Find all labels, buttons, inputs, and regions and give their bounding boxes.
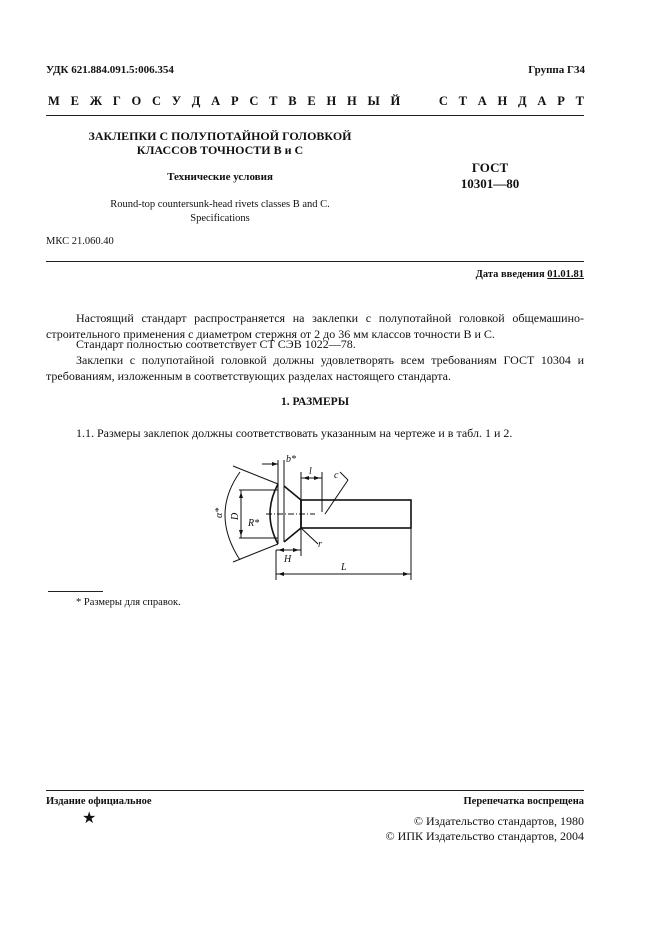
- heading-letter: Ы: [367, 94, 380, 108]
- heading-letter: Р: [230, 94, 239, 108]
- interstate-standard-heading: [48, 94, 584, 109]
- document-title: [60, 129, 380, 157]
- heading-letter: С: [152, 94, 162, 108]
- footnote-rule: [48, 591, 103, 592]
- label-b: b*: [286, 454, 296, 465]
- footnote: * Размеры для справок.: [76, 597, 181, 608]
- label-alpha: α*: [214, 507, 225, 518]
- gost-number: 10301—80: [460, 176, 520, 191]
- heading-letter: У: [171, 94, 182, 108]
- requirements-paragraph: Заклепки с полупотайной головкой должны удовлетворять всем требованиям ГОСТ 10304 и требованиям, изложенным в соответствующих разделах настоящего стандарта.: [46, 353, 584, 383]
- effective-date-value: 01.01.81: [547, 269, 584, 280]
- heading-letter: Е: [307, 94, 316, 108]
- effective-date: [476, 269, 584, 280]
- heading-letter: Д: [518, 94, 527, 108]
- copyright-block: [386, 814, 584, 843]
- heading-letter: Н: [347, 94, 357, 108]
- footer-rule: [46, 790, 584, 791]
- heading-letter: О: [131, 94, 142, 108]
- heading-letter: Т: [458, 94, 467, 108]
- english-title-line-1: Round-top countersunk-head rivets classes B and C.: [110, 199, 330, 210]
- label-c: c: [334, 470, 339, 481]
- heading-letter: А: [537, 94, 547, 108]
- group-code: Группа Г34: [528, 64, 585, 76]
- udk-code: УДК 621.884.091.5:006.354: [46, 64, 174, 76]
- heading-letter: Г: [112, 94, 121, 108]
- heading-letter: Й: [390, 94, 401, 108]
- heading-letter: С: [249, 94, 259, 108]
- heading-letter: Д: [191, 94, 201, 108]
- heading-letter: А: [477, 94, 487, 108]
- heading-letter: М: [48, 94, 60, 108]
- mks-code: МКС 21.060.40: [46, 236, 114, 247]
- label-l-small: l: [309, 466, 312, 477]
- scope-paragraph: Настоящий стандарт распространяется на заклепки с полупотайной головкой общемашино-строительного применения с диаметром стержня от 2 до 36 мм классов точности В и С.: [46, 311, 584, 341]
- title-line-2: КЛАССОВ ТОЧНОСТИ В и С: [136, 143, 304, 157]
- copyright-2004: © ИПК Издательство стандартов, 2004: [385, 828, 584, 843]
- label-r: r: [318, 539, 322, 550]
- heading-letter: Н: [497, 94, 508, 108]
- gost-designation: [430, 160, 550, 192]
- english-title: [60, 198, 380, 226]
- title-block-rule: [46, 261, 584, 262]
- heading-letter: Н: [326, 94, 337, 108]
- heading-letter: [425, 94, 428, 109]
- compliance-paragraph: Стандарт полностью соответствует СТ СЭВ 1022—78.: [76, 337, 356, 351]
- title-line-1: ЗАКЛЕПКИ С ПОЛУПОТАЙНОЙ ГОЛОВКОЙ: [88, 129, 352, 143]
- heading-letter: С: [438, 94, 448, 108]
- label-L: L: [341, 562, 347, 573]
- heading-letter: В: [288, 94, 297, 108]
- copyright-1980: © Издательство стандартов, 1980: [413, 814, 584, 828]
- english-title-line-2: Specifications: [190, 213, 250, 224]
- dimensions-paragraph: 1.1. Размеры заклепок должны соответствовать указанным на чертеже и в табл. 1 и 2.: [76, 426, 513, 440]
- section-heading-dimensions: 1. РАЗМЕРЫ: [281, 396, 349, 408]
- label-R: R*: [248, 518, 260, 529]
- star-icon: ★: [82, 810, 97, 827]
- label-D: D: [230, 512, 241, 520]
- heading-letter: Т: [269, 94, 278, 108]
- heading-letter: Ж: [89, 94, 103, 108]
- rivet-drawing: [200, 452, 420, 584]
- label-H: H: [284, 554, 292, 565]
- header-rule: [46, 115, 584, 116]
- heading-letter: Е: [70, 94, 79, 108]
- heading-letter: Т: [575, 94, 584, 108]
- gost-label: ГОСТ: [471, 160, 509, 175]
- reprint-prohibited: Перепечатка воспрещена: [463, 796, 584, 807]
- document-subtitle: Технические условия: [167, 171, 273, 183]
- official-edition: Издание официальное: [46, 796, 152, 807]
- heading-letter: А: [211, 94, 221, 108]
- heading-letter: Р: [557, 94, 565, 108]
- rivet-shank: [301, 500, 411, 528]
- heading-letter: [411, 94, 414, 109]
- effective-date-label: Дата введения: [475, 269, 545, 280]
